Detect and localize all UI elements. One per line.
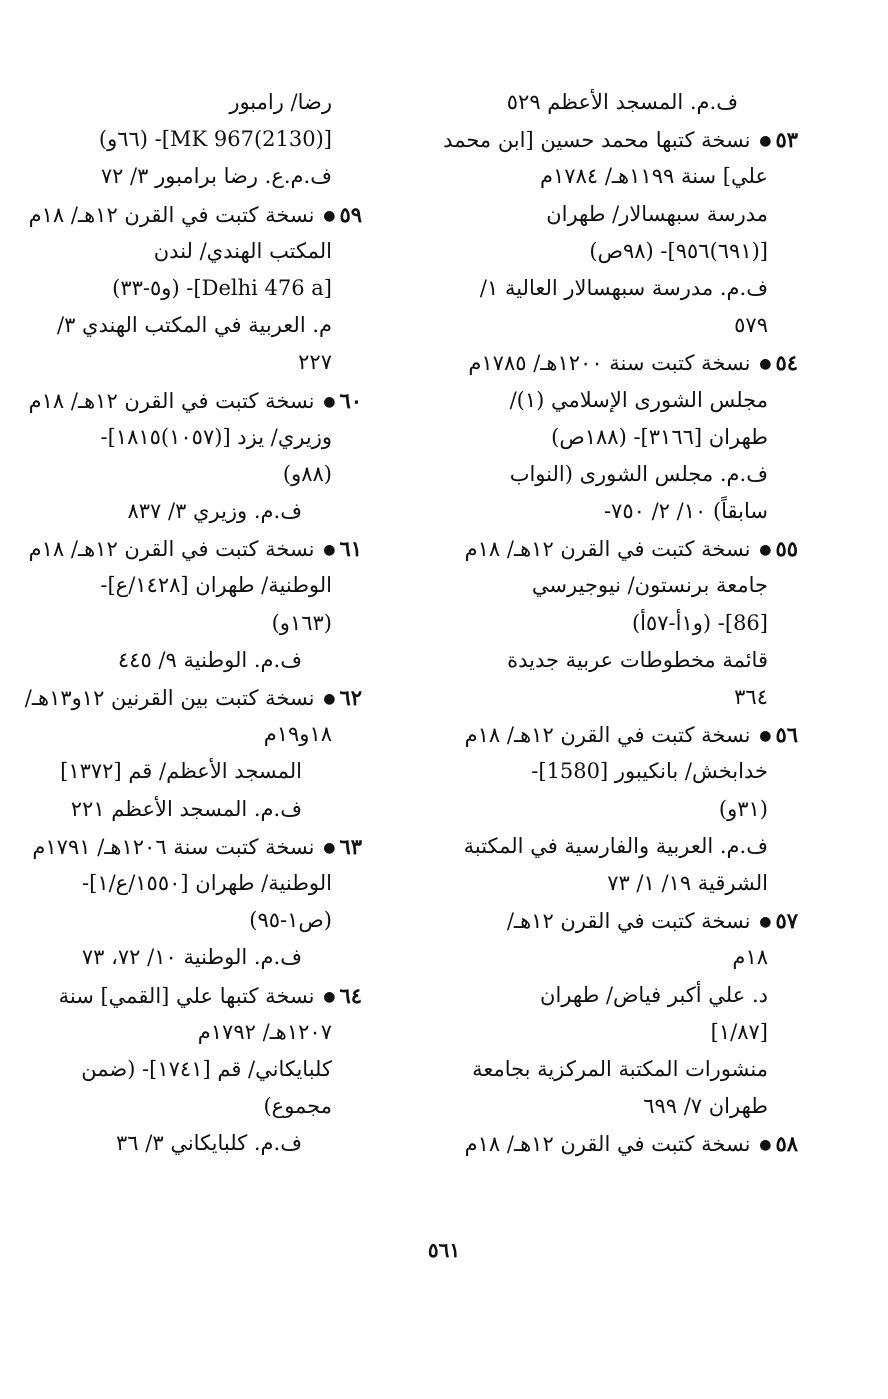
entry-number: ٦٣ [339,833,362,859]
entry-number: ٥٧ [775,908,798,934]
entry-heading [28,530,362,567]
entry-line: ١٨م [732,945,768,970]
bullet-icon: ● [759,728,772,745]
entry-number: ٥٥ [775,536,798,562]
entry-line: منشورات المكتبة المركزية بجامعة [472,1056,768,1081]
entry-line: ٥٧٩ [734,313,768,338]
entry-heading [443,121,798,158]
entry-number: ٥٣ [775,127,798,153]
entry-line: د. علي أكبر فياض/ طهران [540,982,768,1007]
reference-line: ف.م. الوطنية ١٠/ ٧٢، ٧٣ [81,945,302,970]
entry-number: ٥٤ [775,350,798,376]
entry-line: ١٨و١٩م [263,722,332,747]
entry-line: (١٦٣و) [271,610,332,635]
page-number: ٥٦١ [427,1238,461,1262]
entry-line: مدرسة سبهسالار/ طهران [546,201,768,226]
entry-number: ٦٤ [339,982,362,1008]
entry-line: [(2130)967 MK]- (٦٦و) [98,127,332,152]
bullet-icon: ● [759,542,772,559]
entry-heading [58,977,362,1014]
entry-line: علي] سنة ١١٩٩هـ/ ١٧٨٤م [540,164,768,189]
entry-line: خدابخش/ بانكيبور [1580]- [531,759,768,784]
entry-heading [458,530,798,567]
bullet-icon: ● [759,133,772,150]
entry-number: ٦٠ [339,387,362,413]
reference-line: ف.م. المسجد الأعظم ٥٢٩ [506,90,738,114]
entry-title: نسخة كتبت في القرن ١٢هـ/ [506,909,751,934]
entry-line: ٢٢٧ [298,350,332,375]
entry-title: نسخة كتبت سنة ١٢٠٦هـ/ ١٧٩١م [32,834,315,859]
entry-line: طهران [٣١٦٦]- (١٨٨ص) [551,424,768,449]
entry-line: وزيري/ يزد [(١٠٥٧)١٨١٥]- [100,424,332,449]
entry-title: نسخة كتبها محمد حسين [ابن محمد [443,128,751,153]
reference-line: ف.م. المسجد الأعظم ٢٢١ [70,796,302,821]
entry-title: نسخة كتبت بين القرنين ١٢و١٣هـ/ [24,686,315,710]
entry-heading [32,828,362,865]
entry-line: قائمة مخطوطات عربية جديدة [507,647,768,672]
bullet-icon: ● [323,393,336,410]
entry-title: نسخة كتبت سنة ١٢٠٠هـ/ ١٧٨٥م [468,351,751,376]
entry-line: الوطنية/ طهران [١٤٢٨/ع]- [100,573,332,598]
bullet-icon: ● [323,207,336,224]
entry-title: نسخة كتبت في القرن ١٢هـ/ ١٨م [464,1132,751,1157]
right-column [443,84,798,1162]
entry-number: ٥٩ [339,201,362,227]
entry-line: رضا/ رامبور [229,90,332,114]
reference-line: ف.م. كلبايكاني ٣/ ٣٦ [116,1131,302,1156]
entry-line: م. العربية في المكتب الهندي ٣/ [57,313,332,338]
bullet-icon: ● [759,356,772,373]
entry-line: [86]- (و١أ-٥٧أ) [631,610,768,635]
entry-title: نسخة كتبت في القرن ١٢هـ/ ١٨م [464,723,751,748]
entry-heading [28,196,362,233]
entry-line: (٨٨و) [282,461,332,486]
bullet-icon: ● [323,839,336,856]
entry-heading [458,1125,798,1162]
entry-title: نسخة كتبت في القرن ١٢هـ/ ١٨م [464,537,751,562]
entry-title: نسخة كتبت في القرن ١٢هـ/ ١٨م [28,537,315,562]
entry-line: ١٢٠٧هـ/ ١٧٩٢م [197,1019,332,1044]
entry-line: مجلس الشورى الإسلامي (١)/ [509,387,768,412]
entry-line: ٣٦٤ [734,685,768,709]
reference-line: ف.م. وزيري ٣/ ٨٣٧ [127,499,302,524]
entry-heading [458,344,798,381]
entry-line: كلبايكاني/ قم [١٧٤١]- (ضمن [81,1056,332,1081]
entry-line: الشرقية ١٩/ ١/ ٧٣ [607,870,768,895]
entry-line: ف.م. مجلس الشورى (النواب [509,461,768,486]
entry-number: ٦١ [339,536,362,562]
entry-line: المكتب الهندي/ لندن [153,238,332,263]
entry-title: نسخة كتبت في القرن ١٢هـ/ ١٨م [28,202,315,227]
entry-line: جامعة برنستون/ نيوجيرسي [531,573,768,598]
entry-line: [Delhi 476 a]- (و٥-٣٣) [112,275,332,300]
entry-line: الوطنية/ طهران [١٥٥٠/ع/١]- [82,870,332,895]
entry-line: (٣١و) [718,796,768,821]
bullet-icon: ● [323,542,336,559]
entry-line: [١/٨٧] [710,1019,768,1044]
entry-heading [458,902,798,939]
entry-heading [28,382,362,419]
reference-line: المسجد الأعظم/ قم [١٣٧٢] [60,759,302,784]
entry-line: ف.م.ع. رضا برامبور ٣/ ٧٢ [100,164,332,189]
entry-line: طهران ٧/ ٦٩٩ [643,1094,768,1119]
entry-heading [24,679,362,716]
entry-line: (ص١-٩٥) [249,908,332,933]
entry-number: ٥٦ [775,722,798,748]
entry-line: [(٦٩١)٩٥٦]- (٩٨ص) [589,238,768,263]
entry-heading [458,716,798,753]
left-column [24,84,362,1162]
entry-title: نسخة كتبها علي [القمي] سنة [58,983,315,1008]
entry-line: ف.م. مدرسة سبهسالار العالية ١/ [479,275,768,300]
bullet-icon: ● [323,691,336,707]
entry-number: ٦٢ [339,685,362,710]
entry-line: سابقاً) ١٠/ ٢/ ٧٥٠- [603,499,768,524]
entry-line: ف.م. العربية والفارسية في المكتبة [463,833,768,858]
bullet-icon: ● [323,988,336,1005]
reference-line: ف.م. الوطنية ٩/ ٤٤٥ [117,647,302,672]
bullet-icon: ● [759,914,772,931]
entry-number: ٥٨ [775,1131,798,1157]
bullet-icon: ● [759,1137,772,1154]
entry-title: نسخة كتبت في القرن ١٢هـ/ ١٨م [28,388,315,413]
entry-line: مجموع) [263,1094,332,1119]
